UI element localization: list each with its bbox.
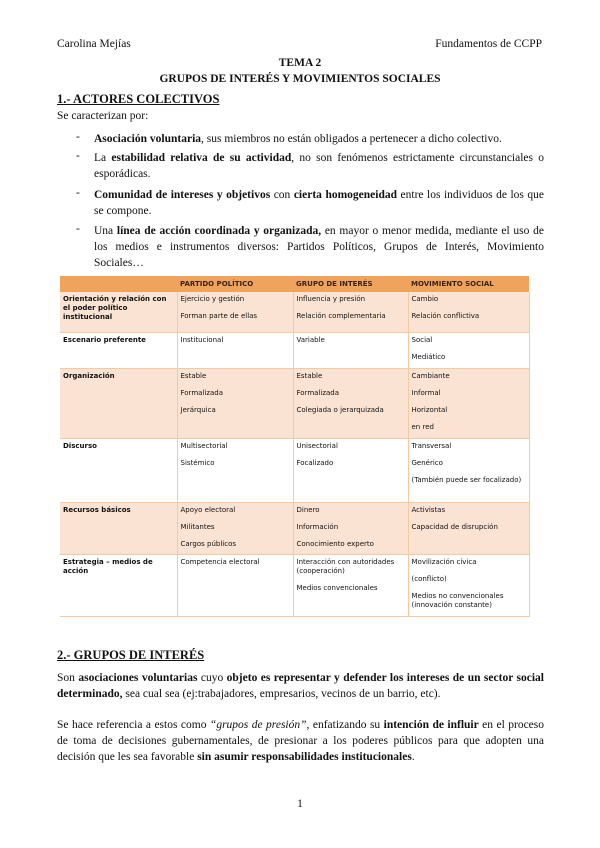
bullet-dash: -: [76, 150, 80, 162]
bullet-4: Una línea de acción coordinada y organizada, en mayor o menor medida, mediante el uso de los medios e instrumentos diversos: Partidos Políticos, Grupos de Interés, Movimiento Sociales…: [94, 225, 544, 269]
row-label: Estrategia – medios de acción: [60, 554, 177, 616]
page-number: 1: [297, 798, 303, 810]
table-row: [60, 554, 529, 616]
table-header: [60, 276, 177, 292]
table-cell: Multisectorial Sistémico: [177, 438, 293, 502]
table-cell: Interacción con autoridades (cooperación) Medios convencionales: [293, 554, 408, 616]
bullet-dash: -: [76, 131, 80, 143]
section2-paragraph-2: Se hace referencia a estos como “grupos de presión”, enfatizando su intención de influir en el proceso de toma de decisiones gubernamentales, de presionar a los poderes públicos para que adopten una decisión que les sea favorable sin asumir responsabilidades institucionales.: [57, 719, 545, 763]
row-label: Escenario preferente: [60, 332, 177, 368]
row-label: Orientación y relación con el poder político institucional: [60, 292, 177, 332]
table-header: MOVIMIENTO SOCIAL: [408, 276, 529, 292]
header-course: Fundamentos de CCPP: [435, 38, 542, 50]
row-label: Discurso: [60, 438, 177, 502]
table-header: PARTIDO POLÍTICO: [177, 276, 293, 292]
table-cell: Cambiante Informal Horizontal en red: [408, 368, 529, 438]
section2-heading: 2.- GRUPOS DE INTERÉS: [57, 648, 205, 662]
table-row: [60, 332, 529, 368]
header-author: Carolina Mejías: [57, 38, 131, 50]
table-row: [60, 292, 529, 332]
tema-title: TEMA 2: [278, 57, 322, 69]
section1-intro: Se caracterizan por:: [57, 110, 149, 122]
bullet-dash: -: [76, 187, 80, 199]
table-cell: Estable Formalizada Jerárquica: [177, 368, 293, 438]
table-cell: Institucional: [177, 332, 293, 368]
table-cell: Estable Formalizada Colegiada o jerarquizada: [293, 368, 408, 438]
row-label: Recursos básicos: [60, 502, 177, 554]
table-cell: Ejercicio y gestión Forman parte de ellas: [177, 292, 293, 332]
comparison-table: [60, 276, 530, 617]
table-row: [60, 502, 529, 554]
section1-heading: 1.- ACTORES COLECTIVOS: [57, 92, 220, 106]
table-cell: Cambio Relación conflictiva: [408, 292, 529, 332]
table-cell: Influencia y presión Relación complementaria: [293, 292, 408, 332]
bullet-dash: -: [76, 223, 80, 235]
table-cell: Dinero Información Conocimiento experto: [293, 502, 408, 554]
table-cell: Social Mediático: [408, 332, 529, 368]
table-cell: Movilización cívica (conflicto) Medios no convencionales (innovación constante): [408, 554, 529, 616]
bullet-2: La estabilidad relativa de su actividad, no son fenómenos estrictamente circunstanciales o esporádicas.: [94, 152, 545, 180]
table-header: GRUPO DE INTERÉS: [293, 276, 408, 292]
section2-paragraph-1: Son asociaciones voluntarias cuyo objeto es representar y defender los intereses de un sector social determinado, sea cual sea (ej:trabajadores, empresarios, vecinos de un barrio, etc).: [57, 672, 544, 700]
bullet-1: Asociación voluntaria, sus miembros no están obligados a pertenecer a dicho colectivo.: [94, 133, 502, 145]
table-cell: Competencia electoral: [177, 554, 293, 616]
table-header-row: [60, 276, 529, 292]
table-cell: Transversal Genérico (También puede ser focalizado): [408, 438, 529, 502]
table-cell: Apoyo electoral Militantes Cargos públicos: [177, 502, 293, 554]
table-cell: Activistas Capacidad de disrupción: [408, 502, 529, 554]
table-cell: Variable: [293, 332, 408, 368]
doc-subtitle: GRUPOS DE INTERÉS Y MOVIMIENTOS SOCIALES: [159, 73, 441, 85]
table-row: [60, 438, 529, 502]
bullet-3: Comunidad de intereses y objetivos con cierta homogeneidad entre los individuos de los que se compone.: [94, 189, 545, 217]
row-label: Organización: [60, 368, 177, 438]
table-cell: Unisectorial Focalizado: [293, 438, 408, 502]
table-row: [60, 368, 529, 438]
